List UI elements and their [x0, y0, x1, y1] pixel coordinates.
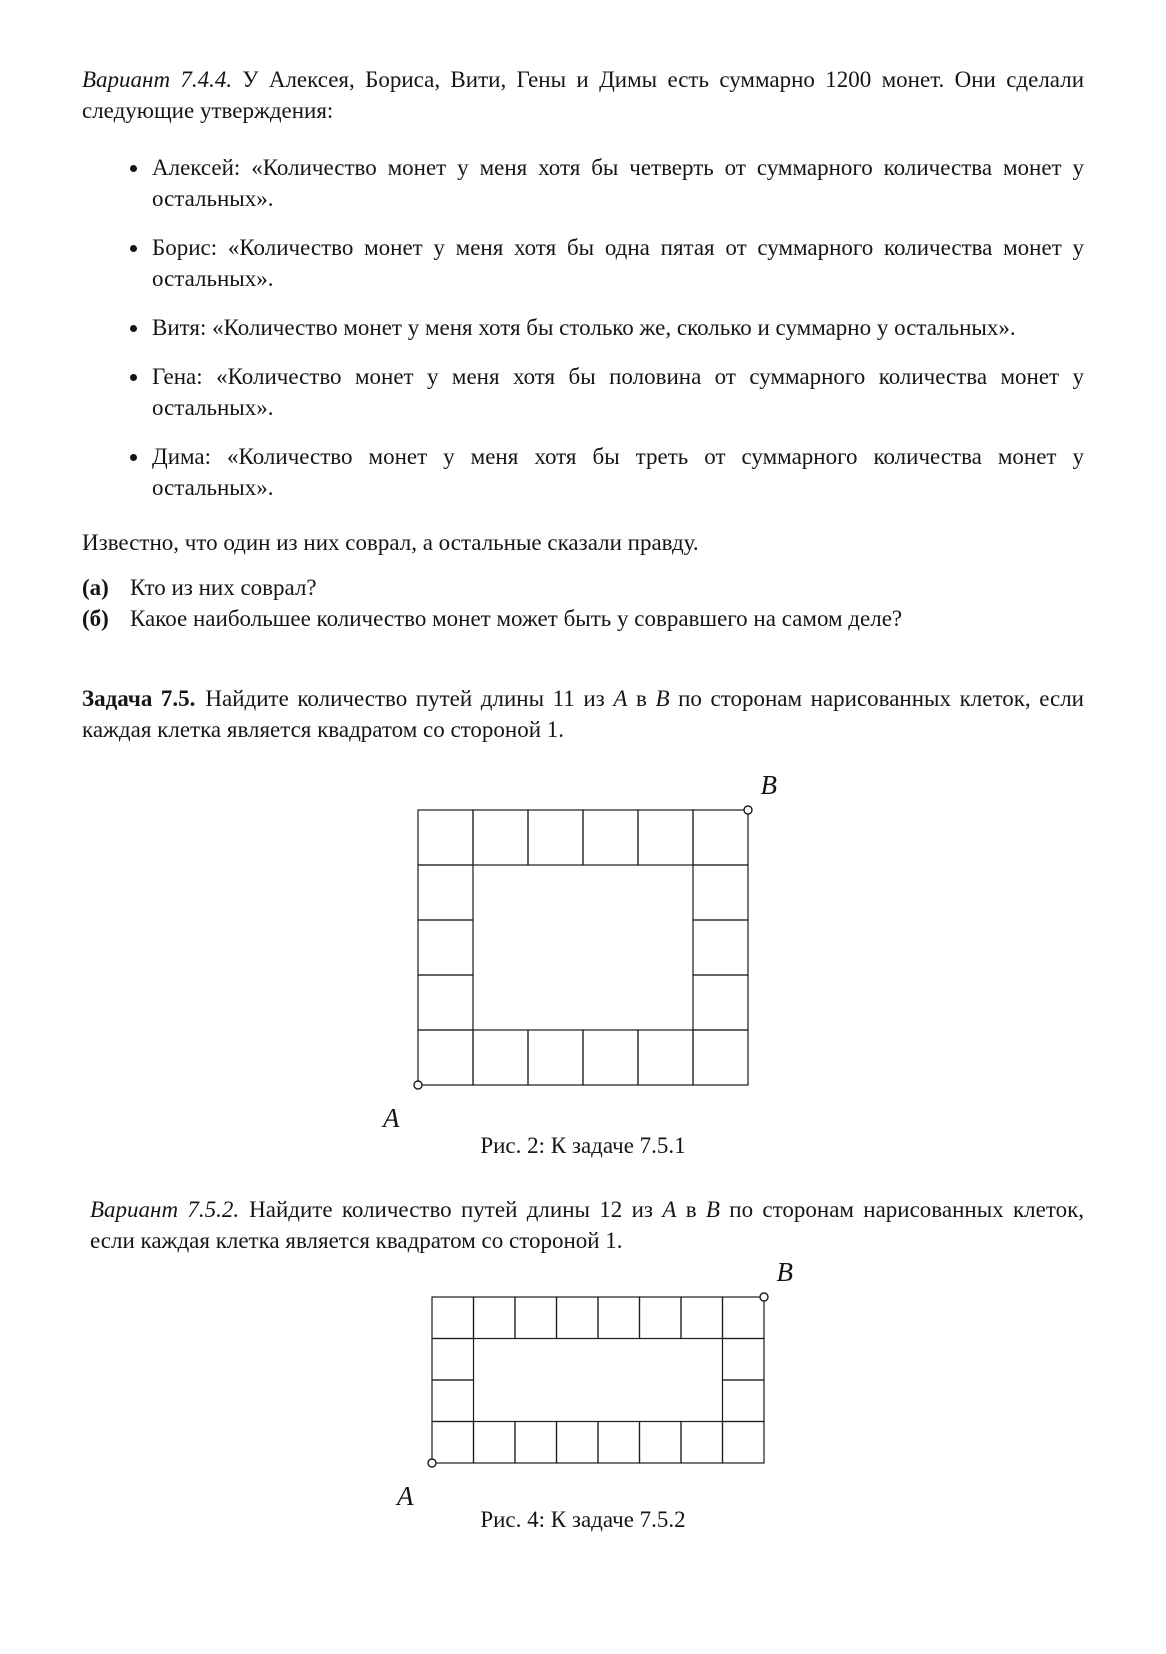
math-var-a: A — [662, 1197, 677, 1222]
statement-gena: • Гена: «Количество монет у меня хотя бы половина от суммарного количества монет у остальных». — [150, 361, 1084, 423]
problem-75-label: Задача 7.5. — [82, 686, 196, 711]
problem-75-paragraph — [82, 683, 1084, 745]
question-b-text: Какое наибольшее количество монет может быть у совравшего на самом деле? — [130, 606, 903, 631]
variant-752-text-part: по сторонам нарисованных клеток, если каждая клетка является квадратом со стороной 1. — [90, 1197, 1085, 1253]
figure-4-caption: Рис. 4: К задаче 7.5.2 — [480, 1507, 686, 1532]
variant-752-text-part: в — [676, 1197, 706, 1222]
problem-744-label: Вариант 7.4.4. — [82, 67, 233, 92]
figure-2-caption: Рис. 2: К задаче 7.5.1 — [480, 1133, 686, 1158]
statement-alexey: • Алексей: «Количество монет у меня хотя бы четверть от суммарного количества монет у остальных». — [150, 152, 1084, 214]
questions-list — [82, 572, 1084, 634]
figure-4 — [397, 1257, 793, 1511]
question-a-label: (а) — [82, 575, 109, 600]
point-b-label: B — [776, 1257, 793, 1287]
variant-752-text-part: Найдите количество путей длины 12 из — [249, 1197, 663, 1222]
grid-figure-752 — [427, 1292, 769, 1468]
problem-75-text-part: Найдите количество путей длины 11 из — [205, 686, 614, 711]
question-b-label: (б) — [82, 606, 109, 631]
point-a-label: A — [383, 1103, 400, 1133]
problem-744-intro-text: У Алексея, Бориса, Вити, Гены и Димы есть суммарно 1200 монет. Они сделали следующие утверждения: — [82, 67, 1084, 123]
statement-boris: • Борис: «Количество монет у меня хотя бы одна пятая от суммарного количества монет у остальных». — [150, 232, 1084, 294]
problem-744-paragraph — [82, 64, 1084, 126]
point-a-label: A — [397, 1481, 414, 1511]
question-a-text: Кто из них соврал? — [130, 575, 317, 600]
problem-75-text-part: по сторонам нарисованных клеток, если каждая клетка является квадратом со стороной 1. — [82, 686, 1084, 742]
figure-2 — [383, 770, 777, 1133]
question-b — [82, 603, 1084, 634]
statement-vitya: • Витя: «Количество монет у меня хотя бы столько же, сколько и суммарно у остальных». — [150, 312, 1084, 343]
question-a — [82, 572, 1084, 603]
math-var-a: A — [613, 686, 628, 711]
grid-figure-751 — [413, 805, 753, 1090]
known-fact-text: Известно, что один из них соврал, а остальные сказали правду. — [82, 530, 699, 555]
problem-75-text-part: в — [627, 686, 656, 711]
variant-752-paragraph — [82, 1194, 1084, 1256]
math-var-b: B — [655, 686, 670, 711]
math-var-b: B — [705, 1197, 720, 1222]
statement-dima: • Дима: «Количество монет у меня хотя бы треть от суммарного количества монет у остальных». — [150, 441, 1084, 503]
statements-list — [82, 152, 1084, 503]
variant-752-label: Вариант 7.5.2. — [90, 1197, 240, 1222]
point-b-label: B — [760, 770, 777, 800]
